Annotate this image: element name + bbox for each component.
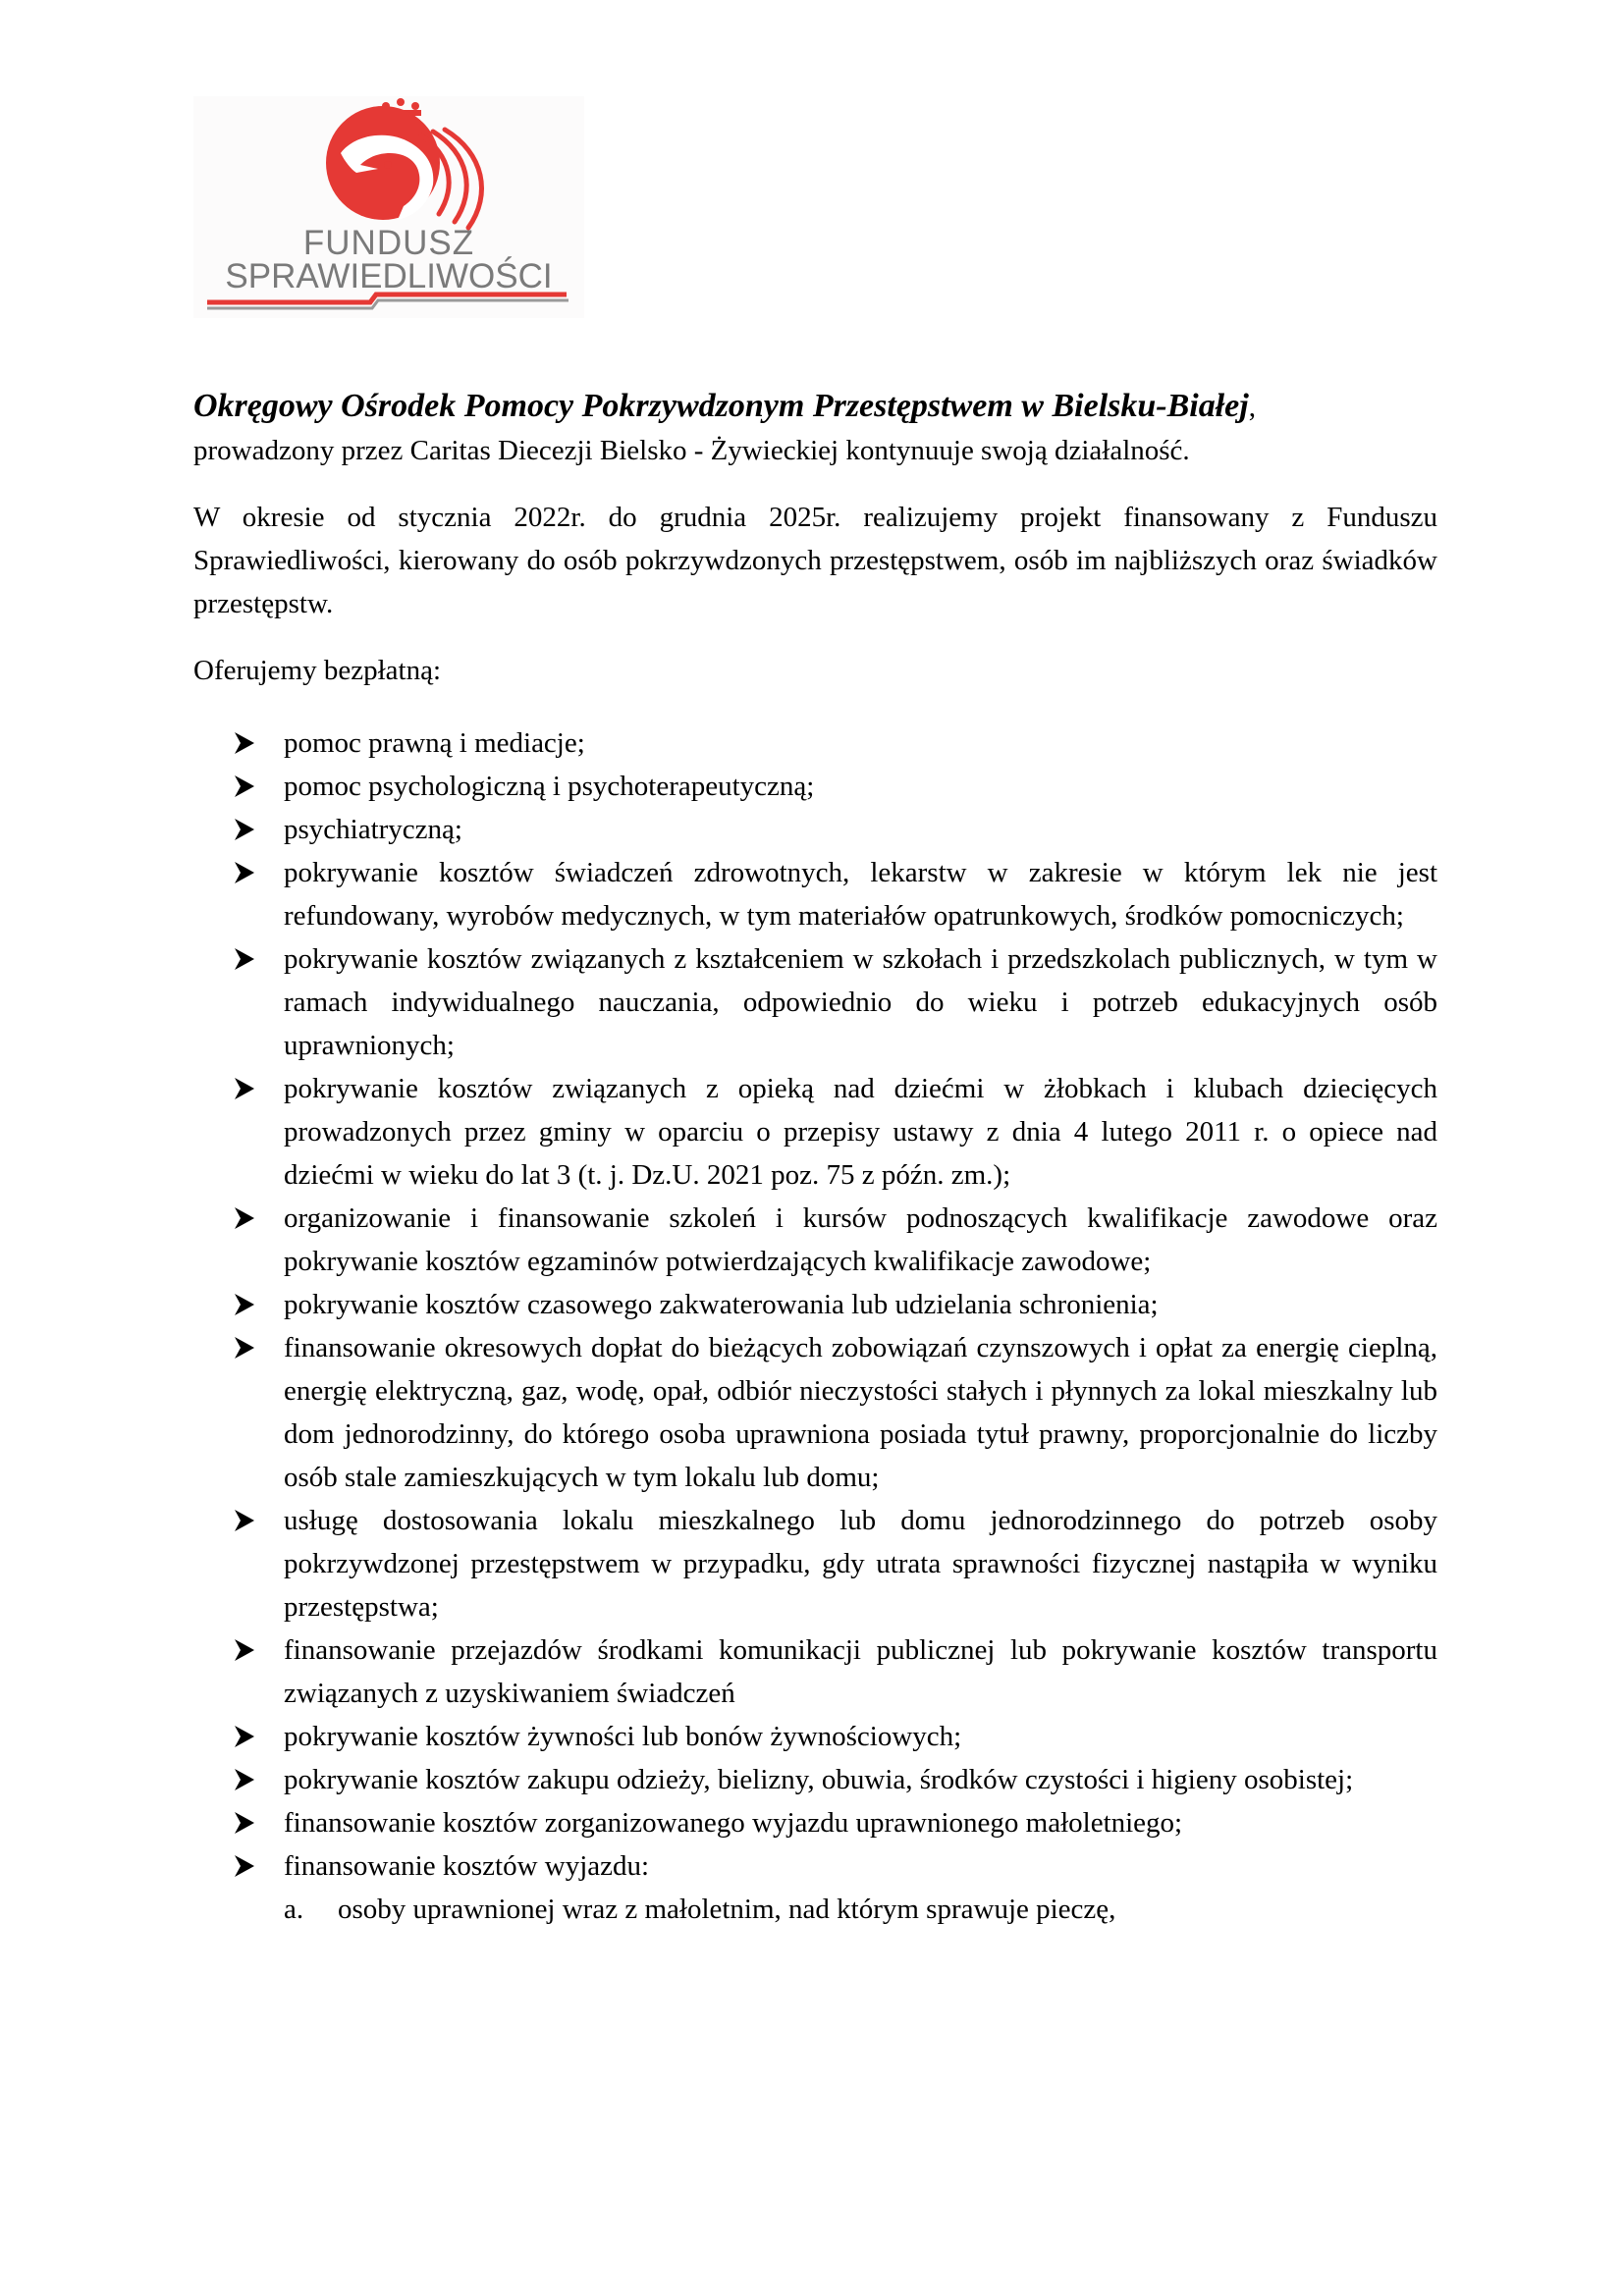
arrowhead-bullet-icon bbox=[232, 1326, 257, 1369]
service-list-item bbox=[284, 937, 1437, 1067]
service-list-item bbox=[284, 851, 1437, 937]
service-item-text: pomoc prawną i mediacje; bbox=[284, 727, 585, 759]
sublist-item-text: osoby uprawnionej wraz z małoletnim, nad którym sprawuje pieczę, bbox=[338, 1894, 1116, 1925]
arrowhead-bullet-icon bbox=[232, 765, 257, 808]
arrowhead-bullet-icon bbox=[232, 1499, 257, 1542]
arrowhead-bullet-icon bbox=[232, 851, 257, 894]
arrowhead-bullet-icon bbox=[232, 1758, 257, 1801]
offer-label: Oferujemy bezpłatną: bbox=[193, 655, 442, 686]
service-list-item bbox=[284, 1326, 1437, 1499]
service-item-text: organizowanie i finansowanie szkoleń i kursów podnoszących kwalifikacje zawodowe oraz pokrywanie kosztów egzaminów potwierdzających kwalifikacje zawodowe; bbox=[284, 1202, 1437, 1277]
travel-sublist bbox=[284, 1888, 1437, 1931]
service-list-item bbox=[284, 721, 1437, 765]
fundusz-sprawiedliwosci-logo bbox=[193, 96, 584, 318]
heading-comma: , bbox=[1248, 392, 1256, 423]
service-list-item bbox=[284, 765, 1437, 808]
service-list-item bbox=[284, 1197, 1437, 1283]
service-item-text: pokrywanie kosztów związanych z opieką nad dziećmi w żłobkach i klubach dziecięcych prowadzonych przez gminy w oparciu o przepisy ustawy z dnia 4 lutego 2011 r. o opiece nad dziećmi w wieku do lat 3 (t. j. Dz.U. 2021 poz. 75 z późn. zm.); bbox=[284, 1073, 1437, 1191]
services-list bbox=[193, 721, 1437, 1931]
service-item-text: finansowanie okresowych dopłat do bieżących zobowiązań czynszowych i opłat za energię cieplną, energię elektryczną, gaz, wodę, opał, odbiór nieczystości stałych i płynnych za lokal mieszkalny lub dom jednorodzinny, do którego osoba uprawniona posiada tytuł prawny, proporcjonalnie do liczby osób stale zamieszkujących w tym lokalu lub domu; bbox=[284, 1332, 1437, 1493]
logo-underline-stripes bbox=[193, 96, 584, 318]
arrowhead-bullet-icon bbox=[232, 937, 257, 981]
sublist-marker: a. bbox=[284, 1894, 304, 1925]
service-item-text: pomoc psychologiczną i psychoterapeutyczną; bbox=[284, 771, 815, 802]
arrowhead-bullet-icon bbox=[232, 1629, 257, 1672]
service-item-text: psychiatryczną; bbox=[284, 814, 462, 845]
arrowhead-bullet-icon bbox=[232, 1067, 257, 1110]
project-paragraph: W okresie od stycznia 2022r. do grudnia 2025r. realizujemy projekt finansowany z Funduszu Sprawiedliwości, kierowany do osób pokrzywdzonych przestępstwem, osób im najbliższych oraz świadków przestępstw. bbox=[193, 502, 1437, 619]
intro-heading-line bbox=[193, 385, 1437, 429]
service-item-text: pokrywanie kosztów czasowego zakwaterowania lub udzielania schronienia; bbox=[284, 1289, 1159, 1320]
service-item-text: pokrywanie kosztów związanych z kształceniem w szkołach i przedszkolach publicznych, w tym w ramach indywidualnego nauczania, odpowiednio do wieku i potrzeb edukacyjnych osób uprawnionych; bbox=[284, 943, 1437, 1061]
service-list-item bbox=[284, 1801, 1437, 1844]
intro-operator-line: prowadzony przez Caritas Diecezji Bielsko - Żywieckiej kontynuuje swoją działalność. bbox=[193, 435, 1190, 466]
arrowhead-bullet-icon bbox=[232, 808, 257, 851]
service-item-text: pokrywanie kosztów żywności lub bonów żywnościowych; bbox=[284, 1721, 962, 1752]
service-item-text: finansowanie przejazdów środkami komunikacji publicznej lub pokrywanie kosztów transportu związanych z uzyskiwaniem świadczeń bbox=[284, 1634, 1437, 1709]
arrowhead-bullet-icon bbox=[232, 1844, 257, 1888]
arrowhead-bullet-icon bbox=[232, 721, 257, 765]
service-list-item bbox=[284, 1629, 1437, 1715]
service-list-item bbox=[284, 1283, 1437, 1326]
service-list-item bbox=[284, 1499, 1437, 1629]
travel-sublist-item bbox=[284, 1888, 1437, 1931]
service-item-text: pokrywanie kosztów świadczeń zdrowotnych, lekarstw w zakresie w którym lek nie jest refundowany, wyrobów medycznych, w tym materiałów opatrunkowych, środków pomocniczych; bbox=[284, 857, 1437, 932]
service-item-text: finansowanie kosztów zorganizowanego wyjazdu uprawnionego małoletniego; bbox=[284, 1807, 1183, 1839]
arrowhead-bullet-icon bbox=[232, 1283, 257, 1326]
service-item-text: pokrywanie kosztów zakupu odzieży, bielizny, obuwia, środków czystości i higieny osobistej; bbox=[284, 1764, 1354, 1795]
logo-text-fundusz: FUNDUSZ bbox=[302, 224, 475, 262]
service-list-item bbox=[284, 1067, 1437, 1197]
center-name-heading: Okręgowy Ośrodek Pomocy Pokrzywdzonym Przestępstwem w Bielsku-Białej bbox=[193, 388, 1249, 424]
arrowhead-bullet-icon bbox=[232, 1197, 257, 1240]
service-list-item bbox=[284, 1715, 1437, 1758]
service-list-item bbox=[284, 808, 1437, 851]
service-item-text: finansowanie kosztów wyjazdu: bbox=[284, 1850, 650, 1882]
logo-text-sprawiedliwosci: SPRAWIEDLIWOŚCI bbox=[225, 257, 553, 295]
document-body bbox=[193, 385, 1437, 1931]
service-list-item bbox=[284, 1758, 1437, 1801]
arrowhead-bullet-icon bbox=[232, 1801, 257, 1844]
service-list-item bbox=[284, 1844, 1437, 1931]
arrowhead-bullet-icon bbox=[232, 1715, 257, 1758]
service-item-text: usługę dostosowania lokalu mieszkalnego lub domu jednorodzinnego do potrzeb osoby pokrzywdzonej przestępstwem w przypadku, gdy utrata sprawności fizycznej nastąpiła w wyniku przestępstwa; bbox=[284, 1505, 1437, 1623]
